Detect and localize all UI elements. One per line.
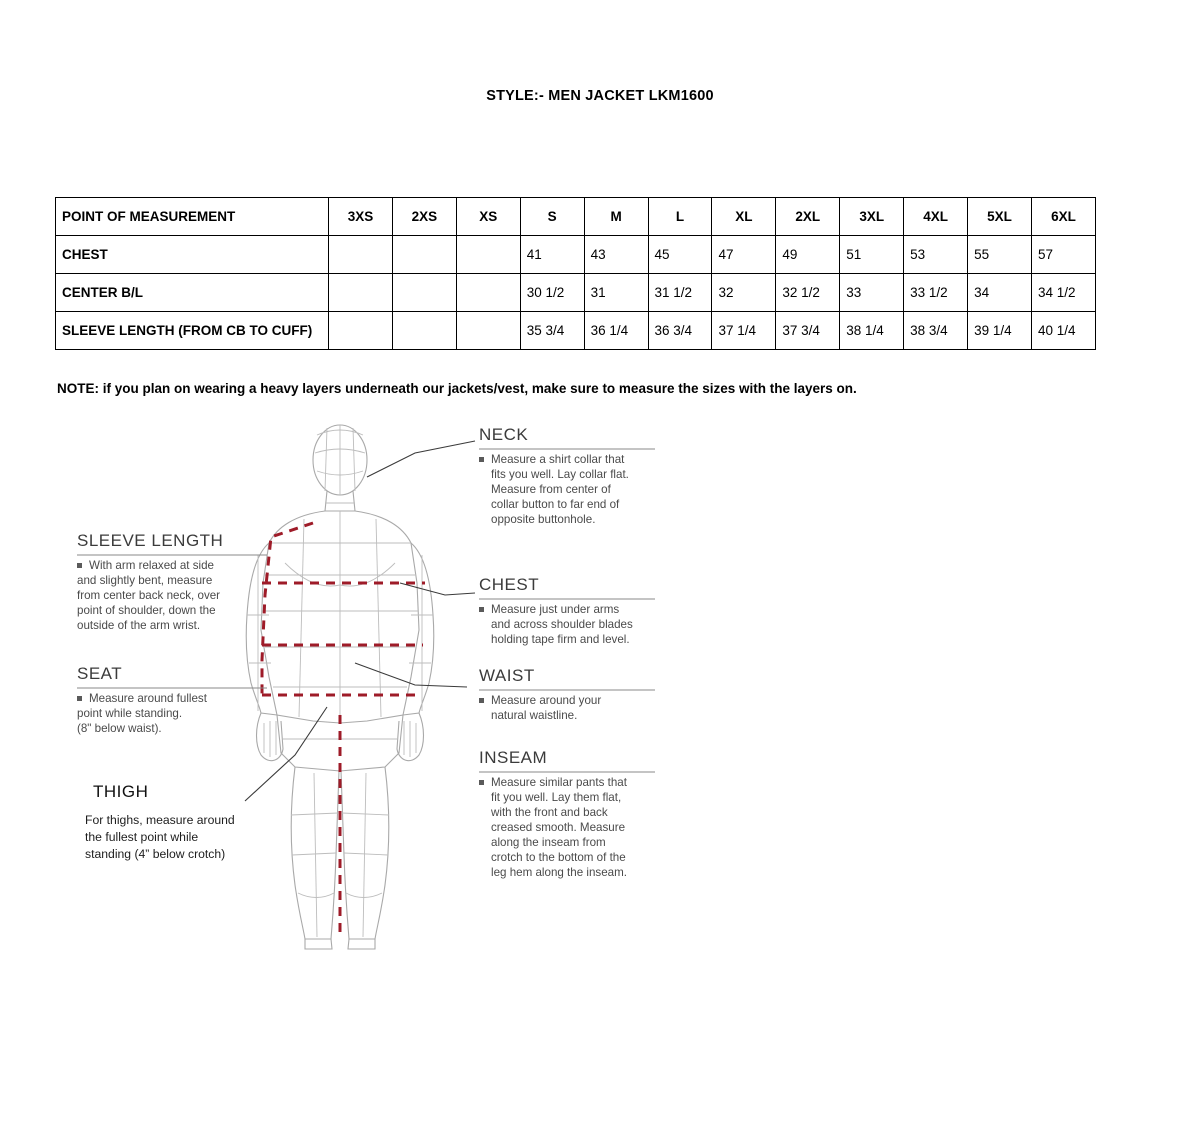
section-heading-waist: WAIST: [479, 666, 535, 685]
section-line-thigh-3: standing (4” below crotch): [85, 847, 226, 861]
cell-sleeve-3xl: 38 1/4: [840, 312, 904, 350]
cell-chest-2xl: 49: [776, 236, 840, 274]
cell-chest-xs: [456, 236, 520, 274]
cell-chest-m: 43: [584, 236, 648, 274]
section-line-thigh-2: the fullest point while: [85, 830, 199, 844]
measurement-table: [55, 197, 1096, 350]
diagram-section-waist: [479, 666, 655, 722]
table-header-row: [56, 198, 1096, 236]
section-line-neck-1: Measure a shirt collar that: [491, 453, 625, 466]
section-line-inseam-5: along the inseam from: [491, 836, 606, 849]
table-row: [56, 236, 1096, 274]
section-line-inseam-7: leg hem along the inseam.: [491, 866, 627, 879]
column-header-3xs: 3XS: [329, 198, 393, 236]
cell-sleeve-5xl: 39 1/4: [968, 312, 1032, 350]
leader-lines: [245, 441, 475, 801]
section-line-waist-2: natural waistline.: [491, 709, 578, 722]
cell-sleeve-3xs: [329, 312, 393, 350]
row-label-sleeve-length: SLEEVE LENGTH (FROM CB TO CUFF): [56, 312, 329, 350]
section-line-neck-5: opposite buttonhole.: [491, 513, 596, 526]
section-line-inseam-2: fit you well. Lay them flat,: [491, 791, 622, 804]
bullet-icon: [77, 563, 82, 568]
cell-chest-xl: 47: [712, 236, 776, 274]
cell-chest-4xl: 53: [904, 236, 968, 274]
table-row: [56, 312, 1096, 350]
section-heading-thigh: THIGH: [93, 782, 149, 801]
size-chart-table: [55, 197, 1096, 350]
column-header-m: M: [584, 198, 648, 236]
diagram-section-chest: [479, 575, 655, 646]
column-header-l: L: [648, 198, 712, 236]
cell-chest-2xs: [392, 236, 456, 274]
cell-sleeve-xs: [456, 312, 520, 350]
section-heading-seat: SEAT: [77, 664, 123, 683]
section-line-inseam-3: with the front and back: [491, 806, 608, 819]
cell-sleeve-4xl: 38 3/4: [904, 312, 968, 350]
cell-sleeve-m: 36 1/4: [584, 312, 648, 350]
cell-centerbl-3xs: [329, 274, 393, 312]
cell-sleeve-2xs: [392, 312, 456, 350]
section-line-neck-4: collar button to far end of: [491, 498, 620, 511]
bullet-icon: [479, 698, 484, 703]
section-line-thigh-1: For thighs, measure around: [85, 813, 235, 827]
cell-chest-s: 41: [520, 236, 584, 274]
cell-centerbl-2xs: [392, 274, 456, 312]
row-label-center-bl: CENTER B/L: [56, 274, 329, 312]
cell-centerbl-xl: 32: [712, 274, 776, 312]
row-label-chest: CHEST: [56, 236, 329, 274]
measurement-diagram: [55, 415, 1145, 975]
column-header-xl: XL: [712, 198, 776, 236]
section-line-sleeve-1: With arm relaxed at side: [89, 559, 215, 572]
column-header-4xl: 4XL: [904, 198, 968, 236]
diagram-section-thigh: [85, 782, 235, 861]
column-header-point-of-measurement: POINT OF MEASUREMENT: [56, 198, 329, 236]
section-line-inseam-1: Measure similar pants that: [491, 776, 627, 789]
cell-sleeve-2xl: 37 3/4: [776, 312, 840, 350]
cell-centerbl-xs: [456, 274, 520, 312]
bullet-icon: [479, 607, 484, 612]
section-heading-neck: NECK: [479, 425, 529, 444]
cell-chest-5xl: 55: [968, 236, 1032, 274]
section-line-waist-1: Measure around your: [491, 694, 602, 707]
section-line-sleeve-4: point of shoulder, down the: [77, 604, 216, 617]
section-line-chest-3: holding tape firm and level.: [491, 633, 630, 646]
cell-centerbl-5xl: 34: [968, 274, 1032, 312]
section-line-seat-2: point while standing.: [77, 707, 183, 720]
bullet-icon: [479, 780, 484, 785]
section-line-chest-2: and across shoulder blades: [491, 618, 633, 631]
cell-centerbl-3xl: 33: [840, 274, 904, 312]
cell-centerbl-l: 31 1/2: [648, 274, 712, 312]
cell-chest-l: 45: [648, 236, 712, 274]
cell-chest-3xl: 51: [840, 236, 904, 274]
cell-centerbl-6xl: 34 1/2: [1031, 274, 1095, 312]
cell-centerbl-2xl: 32 1/2: [776, 274, 840, 312]
cell-centerbl-m: 31: [584, 274, 648, 312]
cell-chest-3xs: [329, 236, 393, 274]
column-header-s: S: [520, 198, 584, 236]
section-heading-chest: CHEST: [479, 575, 540, 594]
cell-sleeve-l: 36 3/4: [648, 312, 712, 350]
section-line-neck-3: Measure from center of: [491, 483, 611, 496]
section-line-neck-2: fits you well. Lay collar flat.: [491, 468, 629, 481]
diagram-section-inseam: [479, 748, 655, 879]
column-header-xs: XS: [456, 198, 520, 236]
cell-sleeve-6xl: 40 1/4: [1031, 312, 1095, 350]
section-line-sleeve-5: outside of the arm wrist.: [77, 619, 201, 632]
section-line-inseam-4: creased smooth. Measure: [491, 821, 626, 834]
section-line-seat-1: Measure around fullest: [89, 692, 207, 705]
section-line-seat-3: (8" below waist).: [77, 722, 162, 735]
section-line-sleeve-2: and slightly bent, measure: [77, 574, 213, 587]
section-line-inseam-6: crotch to the bottom of the: [491, 851, 626, 864]
cell-centerbl-4xl: 33 1/2: [904, 274, 968, 312]
diagram-section-seat: [77, 664, 267, 735]
section-line-sleeve-3: from center back neck, over: [77, 589, 221, 602]
column-header-2xs: 2XS: [392, 198, 456, 236]
diagram-section-neck: [479, 425, 655, 526]
bullet-icon: [479, 457, 484, 462]
mannequin-figure: [246, 425, 434, 949]
bullet-icon: [77, 696, 82, 701]
cell-sleeve-s: 35 3/4: [520, 312, 584, 350]
section-heading-inseam: INSEAM: [479, 748, 548, 767]
column-header-5xl: 5XL: [968, 198, 1032, 236]
column-header-2xl: 2XL: [776, 198, 840, 236]
column-header-3xl: 3XL: [840, 198, 904, 236]
column-header-6xl: 6XL: [1031, 198, 1095, 236]
layering-note: NOTE: if you plan on wearing a heavy layers underneath our jackets/vest, make sure to measure the sizes with the layers on.: [57, 381, 857, 396]
cell-centerbl-s: 30 1/2: [520, 274, 584, 312]
cell-chest-6xl: 57: [1031, 236, 1095, 274]
cell-sleeve-xl: 37 1/4: [712, 312, 776, 350]
diagram-section-sleeve-length: [77, 531, 267, 632]
page-title: STYLE:- MEN JACKET LKM1600: [486, 88, 714, 104]
section-heading-sleeve-length: SLEEVE LENGTH: [77, 531, 224, 550]
section-line-chest-1: Measure just under arms: [491, 603, 620, 616]
table-row: [56, 274, 1096, 312]
